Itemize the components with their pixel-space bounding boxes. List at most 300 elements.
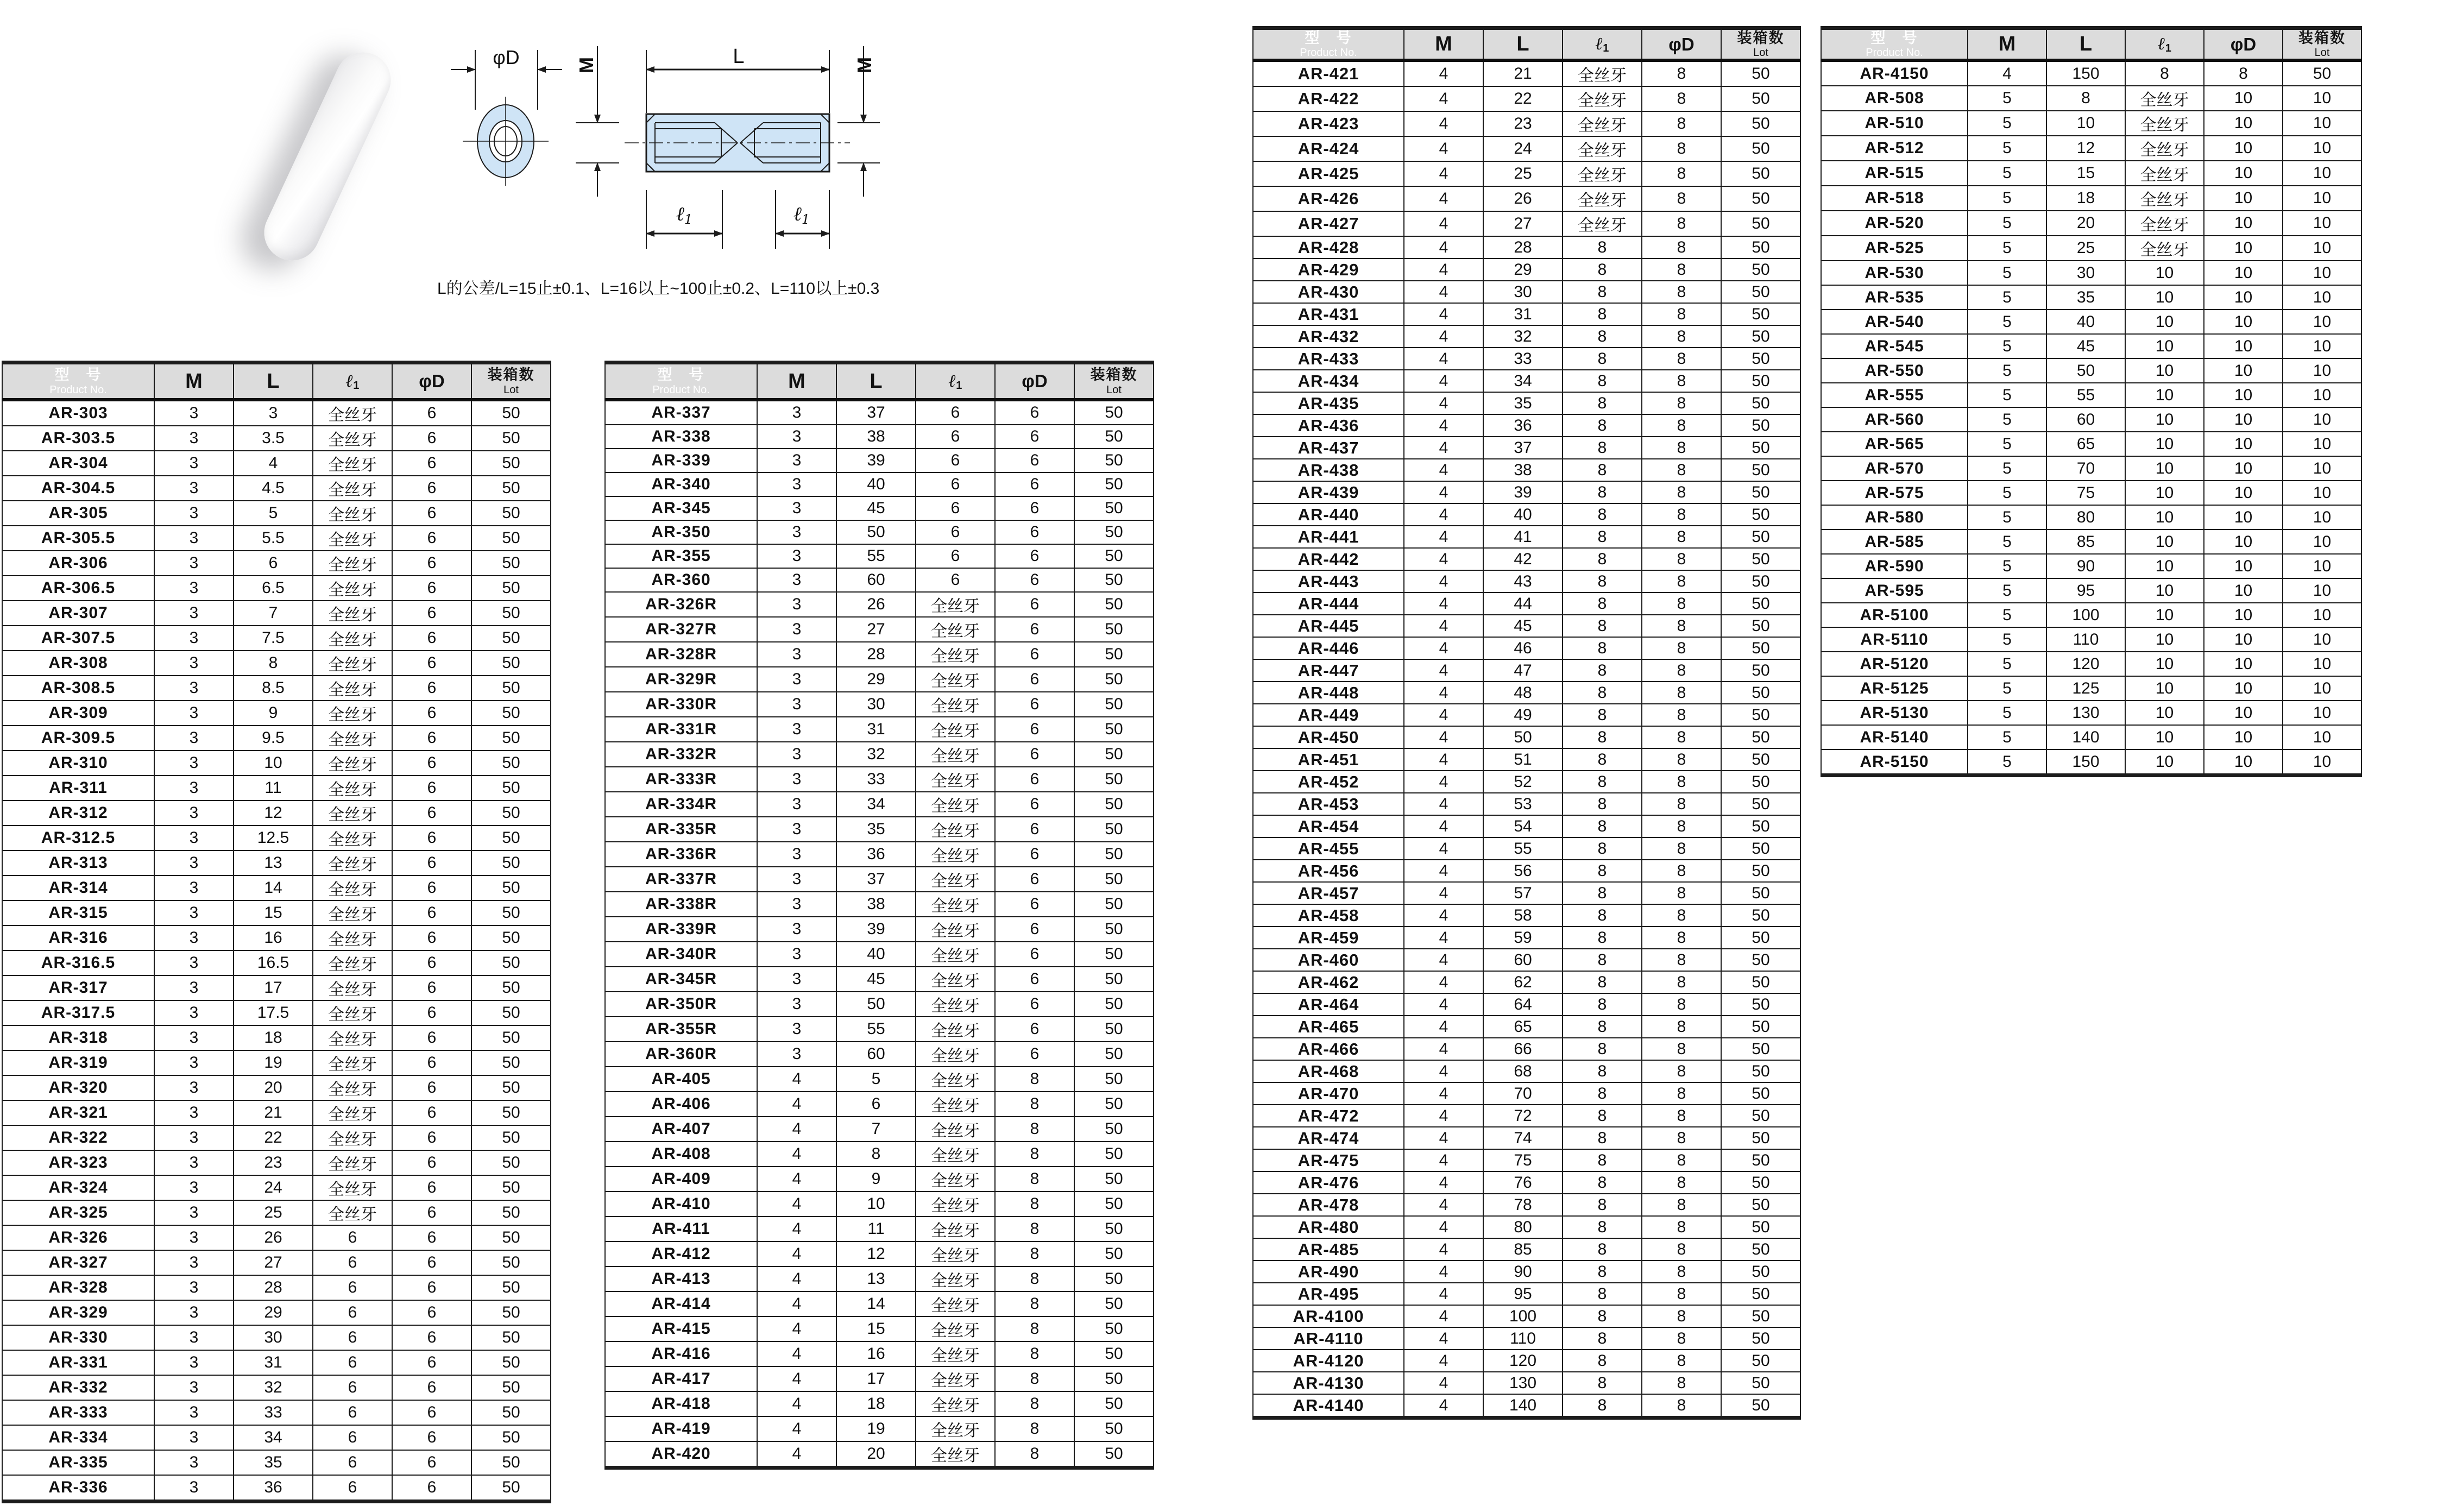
value-cell: 50: [471, 925, 551, 950]
value-cell: 3: [757, 425, 836, 449]
value-cell: 10: [2283, 86, 2361, 111]
col-header-d: φD: [1642, 28, 1721, 61]
value-cell: 4: [1404, 682, 1483, 704]
table-row: [605, 767, 1154, 792]
value-cell: 50: [1721, 211, 1800, 236]
value-cell: 28: [836, 642, 916, 667]
value-cell: 10: [2283, 481, 2361, 505]
value-cell: 57: [1483, 882, 1563, 904]
product-no-cell: AR-5125: [1821, 676, 1968, 701]
value-cell: 50: [1721, 459, 1800, 481]
value-cell: 10: [2125, 578, 2204, 603]
value-cell: 全丝牙: [2125, 161, 2204, 186]
value-cell: 3: [154, 1450, 234, 1475]
value-cell: 6: [392, 1050, 471, 1075]
product-no-cell: AR-409: [605, 1167, 757, 1192]
value-cell: 33: [234, 1400, 313, 1425]
table-row: [2, 601, 551, 626]
value-cell: 3: [154, 776, 234, 801]
value-cell: 8: [1642, 771, 1721, 793]
table-row: [1821, 186, 2361, 211]
value-cell: 8: [995, 1142, 1074, 1167]
product-no-cell: AR-331: [2, 1350, 154, 1375]
value-cell: 全丝牙: [2125, 136, 2204, 161]
value-cell: 6: [313, 1425, 392, 1450]
value-cell: 4: [1404, 748, 1483, 771]
product-no-cell: AR-407: [605, 1117, 757, 1142]
product-no-cell: AR-560: [1821, 407, 1968, 432]
value-cell: 5: [1968, 186, 2046, 211]
table-row: [1253, 570, 1800, 593]
value-cell: 8: [1642, 726, 1721, 748]
value-cell: 8: [1642, 637, 1721, 659]
dim-label-diameter: φD: [493, 46, 520, 68]
value-cell: 全丝牙: [313, 726, 392, 751]
value-cell: 50: [1074, 667, 1154, 692]
value-cell: 6: [995, 917, 1074, 942]
value-cell: 41: [1483, 526, 1563, 548]
value-cell: 50: [1074, 992, 1154, 1017]
value-cell: 3: [757, 867, 836, 892]
value-cell: 8: [1563, 1327, 1642, 1350]
product-no-cell: AR-335R: [605, 817, 757, 842]
product-no-cell: AR-5150: [1821, 749, 1968, 776]
table-row: [2, 626, 551, 651]
product-no-cell: AR-308.5: [2, 676, 154, 701]
table-row: [1253, 459, 1800, 481]
value-cell: 50: [1074, 1441, 1154, 1468]
table-row: [1821, 432, 2361, 456]
product-no-cell: AR-319: [2, 1050, 154, 1075]
value-cell: 8: [995, 1242, 1074, 1267]
value-cell: 50: [836, 520, 916, 544]
value-cell: 5: [1968, 407, 2046, 432]
table-row: [1253, 1283, 1800, 1305]
value-cell: 5: [1968, 701, 2046, 725]
product-no-cell: AR-424: [1253, 136, 1404, 161]
value-cell: 10: [2204, 161, 2283, 186]
table-row: [605, 1366, 1154, 1391]
value-cell: 5: [1968, 652, 2046, 676]
value-cell: 10: [2125, 358, 2204, 383]
value-cell: 8: [1642, 236, 1721, 259]
value-cell: 4: [1404, 837, 1483, 860]
value-cell: 8: [1563, 1216, 1642, 1238]
product-no-cell: AR-4100: [1253, 1305, 1404, 1327]
value-cell: 3: [757, 449, 836, 472]
value-cell: 50: [1074, 1242, 1154, 1267]
value-cell: 6: [995, 742, 1074, 767]
col-header-product-no: 型 号 Product No.: [1253, 28, 1404, 61]
product-no-cell: AR-317.5: [2, 1000, 154, 1025]
value-cell: 全丝牙: [313, 626, 392, 651]
table-row: [605, 967, 1154, 992]
value-cell: 39: [836, 449, 916, 472]
value-cell: 全丝牙: [916, 1391, 995, 1416]
value-cell: 4: [757, 1192, 836, 1217]
value-cell: 4: [1404, 1127, 1483, 1149]
table-row: [605, 742, 1154, 767]
table-row: [1253, 593, 1800, 615]
value-cell: 50: [471, 1475, 551, 1502]
value-cell: 5: [836, 1067, 916, 1092]
value-cell: 44: [1483, 593, 1563, 615]
value-cell: 10: [2125, 432, 2204, 456]
value-cell: 全丝牙: [916, 792, 995, 817]
product-no-cell: AR-316.5: [2, 950, 154, 975]
value-cell: 50: [471, 1250, 551, 1275]
value-cell: 80: [1483, 1216, 1563, 1238]
table-row: [605, 1316, 1154, 1341]
value-cell: 3: [154, 1000, 234, 1025]
value-cell: 全丝牙: [1563, 211, 1642, 236]
value-cell: 10: [2204, 310, 2283, 334]
value-cell: 全丝牙: [916, 1017, 995, 1042]
product-no-cell: AR-585: [1821, 530, 1968, 554]
value-cell: 29: [836, 667, 916, 692]
table-row: [1253, 414, 1800, 437]
value-cell: 8: [1642, 1283, 1721, 1305]
col-header-l1: ℓ$_1$: [1563, 28, 1642, 61]
value-cell: 4: [1404, 971, 1483, 993]
value-cell: 8: [1563, 1149, 1642, 1171]
value-cell: 3: [154, 476, 234, 501]
value-cell: 全丝牙: [916, 1217, 995, 1242]
value-cell: 6: [392, 1325, 471, 1350]
value-cell: 6: [313, 1375, 392, 1400]
value-cell: 8: [1642, 481, 1721, 503]
table-row: [605, 1117, 1154, 1142]
table-row: [2, 1325, 551, 1350]
value-cell: 6: [313, 1475, 392, 1502]
table-header: [605, 363, 1154, 400]
col-header-lot: 装箱数 Lot: [1074, 363, 1154, 400]
table-row: [1253, 437, 1800, 459]
value-cell: 4: [757, 1316, 836, 1341]
value-cell: 6: [392, 1400, 471, 1425]
table-row: [1821, 676, 2361, 701]
value-cell: 全丝牙: [313, 1175, 392, 1200]
value-cell: 全丝牙: [2125, 236, 2204, 261]
value-cell: 26: [1483, 186, 1563, 211]
value-cell: 10: [2204, 136, 2283, 161]
value-cell: 10: [2046, 111, 2125, 136]
table-header: [1821, 28, 2361, 61]
value-cell: 8: [1563, 1038, 1642, 1060]
value-cell: 4: [1404, 111, 1483, 136]
value-cell: 8: [1642, 348, 1721, 370]
product-no-cell: AR-317: [2, 975, 154, 1000]
value-cell: 8: [1563, 348, 1642, 370]
value-cell: 8: [1642, 882, 1721, 904]
value-cell: 38: [1483, 459, 1563, 481]
value-cell: 15: [234, 900, 313, 925]
value-cell: 8: [1642, 281, 1721, 303]
value-cell: 6: [995, 472, 1074, 496]
value-cell: 6: [392, 400, 471, 426]
value-cell: 10: [2283, 211, 2361, 236]
value-cell: 6: [392, 701, 471, 726]
value-cell: 8: [1642, 1060, 1721, 1082]
value-cell: 5.5: [234, 526, 313, 551]
value-cell: 6: [392, 1450, 471, 1475]
value-cell: 6: [392, 900, 471, 925]
value-cell: 8: [1642, 136, 1721, 161]
value-cell: 10: [2204, 505, 2283, 530]
value-cell: 50: [471, 551, 551, 576]
value-cell: 120: [1483, 1350, 1563, 1372]
value-cell: 8: [1563, 1127, 1642, 1149]
value-cell: 4: [1404, 437, 1483, 459]
value-cell: 12: [234, 801, 313, 826]
value-cell: 50: [471, 701, 551, 726]
value-cell: 8: [1642, 1372, 1721, 1394]
value-cell: 全丝牙: [916, 967, 995, 992]
value-cell: 6: [995, 867, 1074, 892]
value-cell: 50: [1074, 544, 1154, 568]
product-no-cell: AR-457: [1253, 882, 1404, 904]
value-cell: 全丝牙: [916, 1167, 995, 1192]
value-cell: 50: [471, 1300, 551, 1325]
value-cell: 3: [757, 617, 836, 642]
value-cell: 8: [1642, 459, 1721, 481]
value-cell: 8: [2046, 86, 2125, 111]
value-cell: 3: [154, 726, 234, 751]
value-cell: 75: [2046, 481, 2125, 505]
value-cell: 10: [2204, 211, 2283, 236]
value-cell: 6: [392, 1025, 471, 1050]
table-row: [605, 717, 1154, 742]
value-cell: 76: [1483, 1171, 1563, 1194]
value-cell: 6: [916, 568, 995, 592]
table-row: [1253, 186, 1800, 211]
value-cell: 全丝牙: [313, 751, 392, 776]
value-cell: 50: [471, 476, 551, 501]
table-row: [2, 925, 551, 950]
value-cell: 全丝牙: [2125, 211, 2204, 236]
value-cell: 50: [1721, 971, 1800, 993]
value-cell: 8: [995, 1167, 1074, 1192]
value-cell: 10: [2283, 285, 2361, 310]
value-cell: 45: [2046, 334, 2125, 358]
product-no-cell: AR-540: [1821, 310, 1968, 334]
value-cell: 4: [1404, 793, 1483, 815]
value-cell: 3: [154, 900, 234, 925]
value-cell: 8: [995, 1117, 1074, 1142]
product-no-cell: AR-460: [1253, 949, 1404, 971]
value-cell: 95: [2046, 578, 2125, 603]
table-row: [1253, 1305, 1800, 1327]
table-row: [605, 400, 1154, 425]
value-cell: 全丝牙: [916, 742, 995, 767]
product-no-cell: AR-333R: [605, 767, 757, 792]
value-cell: 50: [1074, 1142, 1154, 1167]
value-cell: 8: [1642, 1038, 1721, 1060]
value-cell: 13: [836, 1267, 916, 1292]
product-no-cell: AR-345: [605, 496, 757, 520]
table-row: [605, 1092, 1154, 1117]
table-row: [605, 1067, 1154, 1092]
value-cell: 8: [1563, 971, 1642, 993]
value-cell: 10: [2125, 505, 2204, 530]
value-cell: 3: [757, 992, 836, 1017]
value-cell: 110: [2046, 627, 2125, 652]
table-row: [2, 551, 551, 576]
value-cell: 3: [154, 551, 234, 576]
table-row: [1253, 325, 1800, 348]
table-row: [1821, 530, 2361, 554]
product-no-cell: AR-510: [1821, 111, 1968, 136]
value-cell: 3: [154, 400, 234, 426]
value-cell: 6: [916, 425, 995, 449]
value-cell: 3: [154, 701, 234, 726]
value-cell: 3: [154, 576, 234, 601]
table-row: [2, 776, 551, 801]
value-cell: 6: [392, 476, 471, 501]
value-cell: 32: [836, 742, 916, 767]
value-cell: 3: [154, 1150, 234, 1175]
value-cell: 10: [2125, 530, 2204, 554]
table-row: [1253, 659, 1800, 682]
value-cell: 55: [2046, 383, 2125, 407]
value-cell: 51: [1483, 748, 1563, 771]
product-no-cell: AR-4120: [1253, 1350, 1404, 1372]
value-cell: 3: [154, 1325, 234, 1350]
value-cell: 8: [1563, 904, 1642, 927]
value-cell: 8: [1563, 1105, 1642, 1127]
value-cell: 32: [1483, 325, 1563, 348]
value-cell: 50: [1721, 993, 1800, 1016]
value-cell: 37: [836, 400, 916, 425]
value-cell: 50: [1074, 1217, 1154, 1242]
value-cell: 全丝牙: [313, 925, 392, 950]
value-cell: 8: [1563, 771, 1642, 793]
product-no-cell: AR-4130: [1253, 1372, 1404, 1394]
value-cell: 50: [471, 975, 551, 1000]
value-cell: 5: [1968, 554, 2046, 578]
value-cell: 50: [1721, 1394, 1800, 1418]
value-cell: 5: [1968, 456, 2046, 481]
product-no-cell: AR-4110: [1253, 1327, 1404, 1350]
value-cell: 6: [313, 1325, 392, 1350]
value-cell: 8: [1642, 392, 1721, 414]
value-cell: 60: [1483, 949, 1563, 971]
value-cell: 50: [1074, 1192, 1154, 1217]
value-cell: 19: [234, 1050, 313, 1075]
product-no-cell: AR-430: [1253, 281, 1404, 303]
value-cell: 27: [234, 1250, 313, 1275]
value-cell: 3: [757, 496, 836, 520]
product-no-cell: AR-444: [1253, 593, 1404, 615]
table-row: [1253, 392, 1800, 414]
table-header: [2, 363, 551, 400]
table-row: [605, 1217, 1154, 1242]
table-row: [1821, 211, 2361, 236]
value-cell: 10: [2125, 749, 2204, 776]
value-cell: 85: [1483, 1238, 1563, 1261]
value-cell: 10: [2204, 578, 2283, 603]
value-cell: 50: [1721, 659, 1800, 682]
value-cell: 3: [757, 544, 836, 568]
product-no-cell: AR-303.5: [2, 426, 154, 451]
value-cell: 8: [1642, 325, 1721, 348]
product-no-cell: AR-450: [1253, 726, 1404, 748]
col-header-l: L: [836, 363, 916, 400]
value-cell: 4: [1404, 704, 1483, 726]
value-cell: 4: [1404, 726, 1483, 748]
col-header-d: φD: [995, 363, 1074, 400]
value-cell: 20: [836, 1441, 916, 1468]
value-cell: 全丝牙: [916, 617, 995, 642]
value-cell: 50: [1721, 60, 1800, 86]
table-row: [605, 1267, 1154, 1292]
table-row: [1253, 281, 1800, 303]
value-cell: 8: [1563, 637, 1642, 659]
value-cell: 全丝牙: [916, 717, 995, 742]
value-cell: 50: [1483, 726, 1563, 748]
product-no-cell: AR-418: [605, 1391, 757, 1416]
table-row: [605, 992, 1154, 1017]
value-cell: 50: [2046, 358, 2125, 383]
table-row: [2, 1200, 551, 1225]
value-cell: 21: [1483, 60, 1563, 86]
col-header-m: M: [1968, 28, 2046, 61]
table-row: [1821, 456, 2361, 481]
value-cell: 全丝牙: [916, 1242, 995, 1267]
table-row: [605, 817, 1154, 842]
product-no-cell: AR-304: [2, 451, 154, 476]
value-cell: 50: [471, 850, 551, 875]
value-cell: 6: [392, 875, 471, 900]
value-cell: 50: [1074, 1267, 1154, 1292]
product-no-cell: AR-413: [605, 1267, 757, 1292]
value-cell: 10: [2204, 481, 2283, 505]
value-cell: 6: [392, 451, 471, 476]
value-cell: 4: [1404, 503, 1483, 526]
table-row: [1821, 358, 2361, 383]
value-cell: 8: [1642, 1194, 1721, 1216]
product-no-cell: AR-530: [1821, 261, 1968, 285]
table-row: [1821, 505, 2361, 530]
value-cell: 59: [1483, 927, 1563, 949]
value-cell: 50: [471, 1075, 551, 1100]
product-no-cell: AR-428: [1253, 236, 1404, 259]
value-cell: 全丝牙: [916, 1366, 995, 1391]
value-cell: 8: [1642, 1216, 1721, 1238]
value-cell: 50: [471, 426, 551, 451]
table-row: [605, 917, 1154, 942]
value-cell: 3: [154, 601, 234, 626]
value-cell: 全丝牙: [313, 875, 392, 900]
value-cell: 6: [392, 1175, 471, 1200]
value-cell: 6: [392, 726, 471, 751]
value-cell: 4: [1404, 236, 1483, 259]
product-no-cell: AR-474: [1253, 1127, 1404, 1149]
value-cell: 70: [2046, 456, 2125, 481]
value-cell: 10: [2204, 701, 2283, 725]
value-cell: 4: [757, 1167, 836, 1192]
product-no-cell: AR-332: [2, 1375, 154, 1400]
value-cell: 78: [1483, 1194, 1563, 1216]
value-cell: 3: [154, 801, 234, 826]
value-cell: 50: [1721, 682, 1800, 704]
product-no-cell: AR-339: [605, 449, 757, 472]
value-cell: 18: [2046, 186, 2125, 211]
value-cell: 10: [2283, 725, 2361, 749]
product-no-cell: AR-5140: [1821, 725, 1968, 749]
value-cell: 10: [2283, 652, 2361, 676]
value-cell: 全丝牙: [313, 900, 392, 925]
